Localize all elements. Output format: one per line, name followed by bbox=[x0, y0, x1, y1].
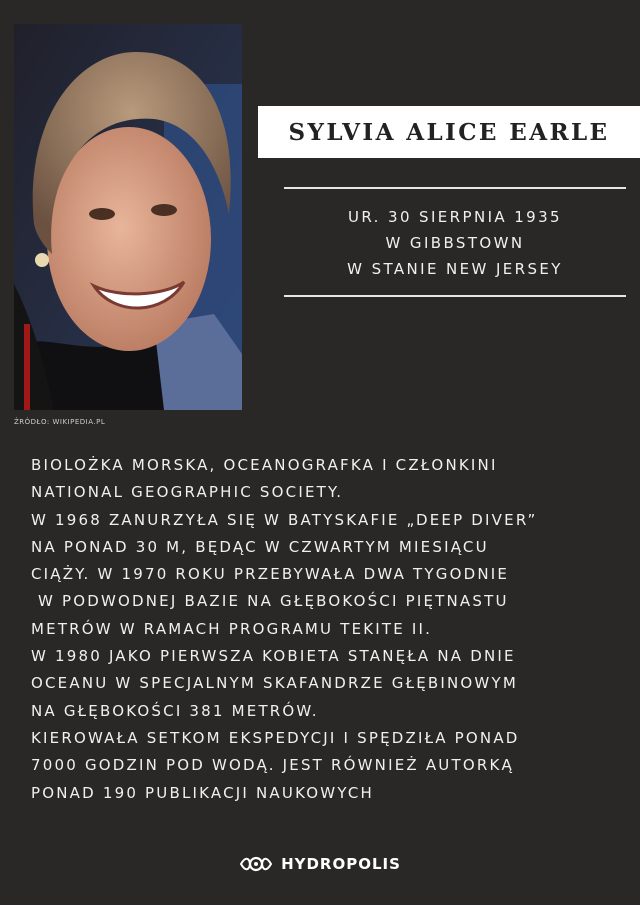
bio-line: W 1980 JAKO PIERWSZA KOBIETA STANĘŁA NA DNIE bbox=[31, 647, 516, 666]
bio-line: 7000 GODZIN POD WODĄ. JEST RÓWNIEŻ AUTORKĄ bbox=[31, 756, 514, 775]
photo-credit: ŹRÓDŁO: WIKIPEDIA.PL bbox=[14, 418, 106, 426]
birth-date: UR. 30 SIERPNIA 1935 bbox=[348, 208, 562, 226]
bio-line: W 1968 ZANURZYŁA SIĘ W BATYSKAFIE „DEEP DIVER” bbox=[31, 510, 538, 529]
bio-line: CIĄŻY. W 1970 ROKU PRZEBYWAŁA DWA TYGODNIE bbox=[31, 565, 510, 584]
hydropolis-logo bbox=[0, 853, 640, 875]
bottom-divider bbox=[284, 295, 626, 297]
bio-line: OCEANU W SPECJALNYM SKAFANDRZE GŁĘBINOWYM bbox=[31, 674, 518, 693]
bio-line: PONAD 190 PUBLIKACJI NAUKOWYCH bbox=[31, 783, 375, 802]
portrait-illustration bbox=[14, 24, 242, 410]
bio-line: NA PONAD 30 M, BĘDĄC W CZWARTYM MIESIĄCU bbox=[31, 537, 489, 556]
bio-line: W PODWODNEJ BAZIE NA GŁĘBOKOŚCI PIĘTNASTU bbox=[31, 592, 509, 611]
bio-line: KIEROWAŁA SETKOM EKSPEDYCJI I SPĘDZIŁA PONAD bbox=[31, 728, 520, 747]
birth-info bbox=[284, 204, 626, 282]
biography-text bbox=[31, 452, 631, 807]
birth-state: W STANIE NEW JERSEY bbox=[347, 260, 563, 278]
bio-line: METRÓW W RAMACH PROGRAMU TEKITE II. bbox=[31, 619, 433, 638]
hydropolis-logo-icon bbox=[239, 853, 273, 875]
name-banner bbox=[258, 106, 640, 158]
logo-text: HYDROPOLIS bbox=[281, 855, 401, 873]
bio-line: BIOLOŻKA MORSKA, OCEANOGRAFKA I CZŁONKINI bbox=[31, 456, 498, 474]
portrait-photo bbox=[14, 24, 242, 410]
person-name: SYLVIA ALICE EARLE bbox=[288, 118, 610, 146]
bio-line: NA GŁĘBOKOŚCI 381 METRÓW. bbox=[31, 701, 319, 720]
birth-place: W GIBBSTOWN bbox=[385, 234, 525, 252]
bio-line: NATIONAL GEOGRAPHIC SOCIETY. bbox=[31, 483, 344, 502]
top-divider bbox=[284, 187, 626, 189]
